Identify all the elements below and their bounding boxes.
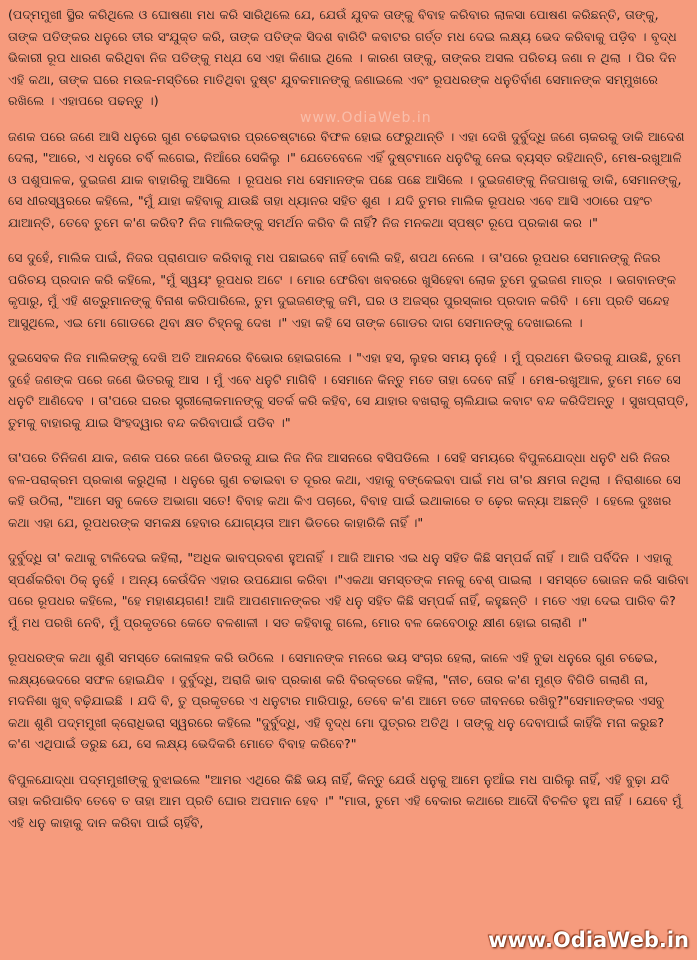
paragraph-2: ଜଣକ ପରେ ଜଣେ ଆସି ଧନୁରେ ଗୁଣ ଚଢେଇବାର ପ୍ରଚେଷ୍ଟାରେ ବିଫଳ ହୋଇ ଫେରୁଥାନ୍ତି । ଏହା ଦେଖି ଦୁର୍ବୁଦ୍ଧି ଜଣେ ଚାକରକୁ ଡାକି ଆଦେଶ ଦେଲା, "ଆରେ, ଏ ଧନୁରେ ଚର୍ବି ଲଗେଇ, ନିଆଁରେ ସେକିଲୁ ।" ଯେତେବେଳେ ଏହିଁ ଦୁଷ୍ଟମାନେ ଧନୁଟିକୁ ନେଇ ବ୍ୟସ୍ତ ରହିଥାନ୍ତି, ମେଷ-ରଖୁଆଳି ଓ ପଶୁପାଳକ, ଦୁଇଜଣ ଯାକ ବାହାରିକୁ ଆସିଲେ । ରୂପଧର ମଧ ସେମାନଙ୍କ ପଛେ ପଛେ ଆସିଲେ । ଦୁଇଜଣଙ୍କୁ ନିଜପାଖକୁ ଡାକି, ସେମାନଙ୍କୁ, ସେ ଧୀରସ୍ୱରରେ କହିଲେ, "ମୁଁ ଯାହା କହିବାକୁ ଯାଉଛି ତାହା ଧ୍ୟାନର ସହିତ ଶୁଣ । ଯଦି ତୁମର ମାଲିକ ରୂପଧର ଏବେ ଆସି ଏଠାରେ ପହଂଚ ଯାଆନ୍ତି, ତେବେ ତୁମେ କ'ଣ କରିବ? ନିଜ ମାଲିକଙ୍କୁ ସମର୍ଥନ କରିବ କି ନାହିଁ? ନିଜ ମନକଥା ସ୍ପଷ୍ଟ ରୂପେ ପ୍ରକାଶ କର ।"	[8, 128, 685, 230]
paragraph-3: ସେ ଦୁହେଁ, ମାଲିକ ପାଇଁ, ନିଜର ପ୍ରାଣପାତ କରିବାକୁ ମଧ ପଛାଇବେ ନାହିଁ ବୋଲି କହି, ଶପଥ ନେଲେ । ତା'ପରେ ରୂପଧର ସେମାନଙ୍କୁ ନିଜର ପରିଚୟ ପ୍ରଦାନ କରି କହିଲେ, "ମୁଁ ସ୍ୱୟଂ ରୂପଧର ଅଟେ । ମୋର ଫେରିବା ଖବରରେ ଖୁସିହେବା ଲୋକ ତୁମେ ଦୁଇଜଣ ମାତ୍ର । ଭଗବାନଙ୍କ କୃପାରୁ, ମୁଁ ଏହି ଶତ୍ରୁମାନଙ୍କୁ ବିନାଶ କରିପାରିଲେ, ତୁମ ଦୁଇଜଣଙ୍କୁ ଜମି, ଘର ଓ ଅଜସ୍ର ପୁରସ୍କାର ପ୍ରଦାନ କରିବି । ମୋ ପ୍ରତି ସନ୍ଦେହ ଆସୁଥିଲେ, ଏଇ ମୋ ଗୋଡରେ ଥିବା କ୍ଷତ ଚିହ୍ନକୁ ଦେଖ ।" ଏହା କହି ସେ ତାଙ୍କ ଗୋଡର ଦାଗ ସେମାନଙ୍କୁ ଦେଖାଇଲେ ।	[8, 250, 677, 330]
brand-logo-text: www.OdiaWeb.in	[488, 928, 689, 952]
paragraph-8: ବିପୁଳଯୋଦ୍ଧା ପଦ୍ମମୁଖୀଙ୍କୁ ବୁଝାଇଲେ "ଆମର ଏଥିରେ କିଛି ଭୟ ନାହିଁ, କିନ୍ତୁ ଯେଉଁ ଧନୁକୁ ଆମେ ନୁଆଁଇ ମଧ ପାରିଲୁ ନାହିଁ, ଏହି ବୁଢ଼ା ଯଦି ତାହା କରିପାରିବ ତେବେ ତ ତାହା ଆମ ପ୍ରତି ଘୋର ଅପମାନ ହେବ ।" "ମାତା, ତୁମେ ଏହି ବେକାର କଥାରେ ଆଦୌ ବିଚଳିତ ହୁଅ ନାହିଁ । ଯେବେ ମୁଁ ଏହି ଧନୁ କାହାକୁ ଦାନ କରିବା ପାଇଁ ଚାହିଁବି,	[8, 771, 682, 830]
paragraph-5: ତା'ପରେ ତିନିଜଣ ଯାକ, ଜଣକ ପରେ ଜଣେ ଭିତରକୁ ଯାଇ ନିଜ ନିଜ ଆସନରେ ବସିପଡିଲେ । ସେହି ସମୟରେ ବିପୁଳଯୋଦ୍ଧା ଧନୁଟି ଧରି ନିଜର ବଳ-ପରାକ୍ରମ ପ୍ରକାଶ କରୁଥିଲା । ଧନୁରେ ଗୁଣ ଚଢାଇବା ତ ଦୂରର କଥା, ଏହାକୁ ବଙ୍କେଇବା ପାଇଁ ମଧ ତା'ର କ୍ଷମତା ନଥିଲା । ନିରାଶାରେ ସେ କହି ଉଠିଲା, "ଆମେ ସବୁ କେଡେ ଅଭାଗା ସତେ! ବିବାହ କଥା କିଏ ପଚାରେ, ବିବାହ ପାଇଁ ଇଥାକାରେ ତ ଢ଼େର କନ୍ୟା ଅଛନ୍ତି । ହେଲେ ଦୁଃଖର କଥା ଏହା ଯେ, ରୂପଧରଙ୍କ ସମକକ୍ଷ ହେବାର ଯୋଗ୍ୟତା ଆମ ଭିତରେ କାହାରିକି ନାହିଁ ।"	[8, 450, 681, 530]
paragraph-4: ଦୁଇସେବକ ନିଜ ମାଲିକଙ୍କୁ ଦେଖି ଅତି ଆନନ୍ଦରେ ବିଭୋର ହୋଇଗଲେ । "ଏହା ହସ, ଲୁହର ସମୟ ନୁହେଁ । ମୁଁ ପ୍ରଥମେ ଭିତରକୁ ଯାଉଛି, ତୁମେ ଦୁହେଁ ଜଣଙ୍କ ପରେ ଜଣେ ଭିତରକୁ ଆସ । ମୁଁ ଏବେ ଧନୁଟି ମାଗିବି । ସେମାନେ କିନ୍ତୁ ମତେ ତାହା ଦେବେ ନାହିଁ । ମେଷ-ରଖୁଆଳ, ତୁମେ ମତେ ସେ ଧନୁଟି ଆଣିଦେବ । ତା'ପରେ ଘରର ସ୍ତ୍ରୀଲୋକମାନଙ୍କୁ ସତର୍କ କରି କହିବ, ସେ ଯାହାର ବଖରାକୁ ଚାଲିଯାଇ କବାଟ ବନ୍ଦ କରିଦିଅନ୍ତୁ । ସୁଖପ୍ରାପ୍ତି, ତୁମକୁ ବାହାରକୁ ଯାଇ ସିଂହଦ୍ୱାର ବନ୍ଦ କରିବାପାଇଁ ପଡିବ ।"	[8, 350, 689, 430]
watermark-text: www.OdiaWeb.in	[300, 110, 432, 126]
paragraph-7: ରୂପଧରଙ୍କ କଥା ଶୁଣି ସମସ୍ତେ କୋଳାହଳ କରି ଉଠିଲେ । ସେମାନଙ୍କ ମନରେ ଭୟ ସଂଚାର ହେଲା, କାଳେ ଏହି ବୁଢା ଧନୁରେ ଗୁଣ ଚଢେଇ, ଲକ୍ଷ୍ୟଭେଦରେ ସଫଳ ହୋଇଯିବ । ଦୁର୍ବୁଦ୍ଧି, ଅରାଜି ଭାବ ପ୍ରକାଶ କରି ବିରକ୍ତରେ କହିଲା, "ନୀଚ, ତୋର କ'ଣ ମୁଣ୍ଡ ବିଗିଡି ଗଲାଣି ନା, ମଦନିଶା ଖୁବ୍ ବଢ଼ିଯାଇଛି । ଯଦି ବି, ତୁ ପ୍ରକୃତରେ ଏ ଧନୁଟାର ମାରିପାରୁ, ତେବେ କ'ଣ ଆମେ ତତେ ଜୀବନରେ ରଖିବୁ?"ସେମାନଙ୍କର ଏସବୁ କଥା ଶୁଣି ପଦ୍ମମୁଖୀ କ୍ରୋଧିଭରା ସ୍ୱରରେ କହିଲେ "ଦୁର୍ବୁଦ୍ଧି, ଏହି ବୃଦ୍ଧ ମୋ ପୁତ୍ରର ଅତିଥି । ତାଙ୍କୁ ଧନୁ ଦେବାପାଇଁ କାହିଁକି ମନା କରୁଛ? କ'ଣ ଏଥିପାଇଁ ଡରୁଛ ଯେ, ସେ ଲକ୍ଷ୍ୟ ଭେଦିକରି ମୋତେ ବିବାହ କରିବେ?"	[8, 650, 665, 751]
story-page	[8, 4, 689, 934]
paragraph-1: (ପଦ୍ମମୁଖୀ ସ୍ଥିର କରିଥିଲେ ଓ ଘୋଷଣା ମଧ କରି ସାରିଥିଲେ ଯେ, ଯେଉଁ ଯୁବକ ତାଙ୍କୁ ବିବାହ କରିବାର ଲାଳସା ପୋଷଣ କରିଛନ୍ତି, ତାଙ୍କୁ, ତାଙ୍କ ପତିଙ୍କର ଧନୁରେ ତୀର ସଂଯୁକ୍ତ କରି, ତାଙ୍କ ପତିଙ୍କ ସିଦଶ ବାରିଟି କବାଟର ଗର୍ତ୍ତ ମଧ ଦେଇ ଲକ୍ଷ୍ୟ ଭେଦ କରିବାକୁ ପଡ଼ିବ । ବୃଦ୍ଧ ଭିକାରୀ ରୂପ ଧାରଣ କରିଥିବା ନିଜ ପତିଙ୍କୁ ମଧ୍ଯ ସେ ଏହା କିଣାଇ ଥିଲେ । କାରଣ ତାଙ୍କୁ, ତାଙ୍କର ଅସଲ ପରିଚୟ ଜଣା ନ ଥିଲା । ପିର ଦିନ ଏହି କଥା, ତାଙ୍କ ଘରେ ମଉଜ-ମସ୍ତିରେ ମାତିଥିବା ଦୁଷ୍ଟ ଯୁବକମାନଙ୍କୁ ଜଣାଇଲେ ଏବଂ ରୂପଧରଙ୍କ ଧନୁତିର୍ବାଣ ସେମାନଙ୍କ ସମ୍ମୁଖରେ ରଖିଲେ । ଏହାପରେ ପଢନ୍ତୁ ।)	[8, 7, 677, 108]
paragraph-6: ଦୁର୍ବୁଦ୍ଧି ତା' କଥାକୁ ଟାଳିଦେଇ କହିଲା, "ଅଧିକ ଭାବପ୍ରବଣ ହୁଅନାହିଁ । ଆଜି ଆମର ଏଇ ଧନୁ ସହିତ କିଛି ସମ୍ପର୍କ ନାହିଁ । ଆଜି ପର୍ବିଦିନ । ଏହାକୁ ସ୍ପର୍ଶକରିବା ଠିକ୍ ନୁହେଁ । ଅନ୍ୟ କେଉଁଦିନ ଏହାର ଉପଯୋଗ କରିବା ।"ଏକଥା ସମସ୍ତଙ୍କ ମନକୁ ବେଶ୍ ପାଇଲା । ସମସ୍ତେ ଭୋଜନ କରି ସାରିବା ପରେ ରୂପଧର କହିଲେ, "ହେ ମହାଶୟଗଣ! ଆଜି ଆପଣମାନଙ୍କର ଏହି ଧନୁ ସହିତ କିଛି ସମ୍ପର୍କ ନାହିଁ, କହୁଛନ୍ତି । ମତେ ଏହା ଦେଇ ପାରିବ କି? ମୁଁ ମଧ ପରଖି ନେବି, ମୁଁ ପ୍ରକୃତରେ କେତେ ବଳଶାଳୀ । ସତ କହିବାକୁ ଗଲେ, ମୋର ବଳ କେବେଠାରୁ କ୍ଷୀଣ ହୋଇ ଗଲାଣି ।"	[8, 550, 689, 630]
